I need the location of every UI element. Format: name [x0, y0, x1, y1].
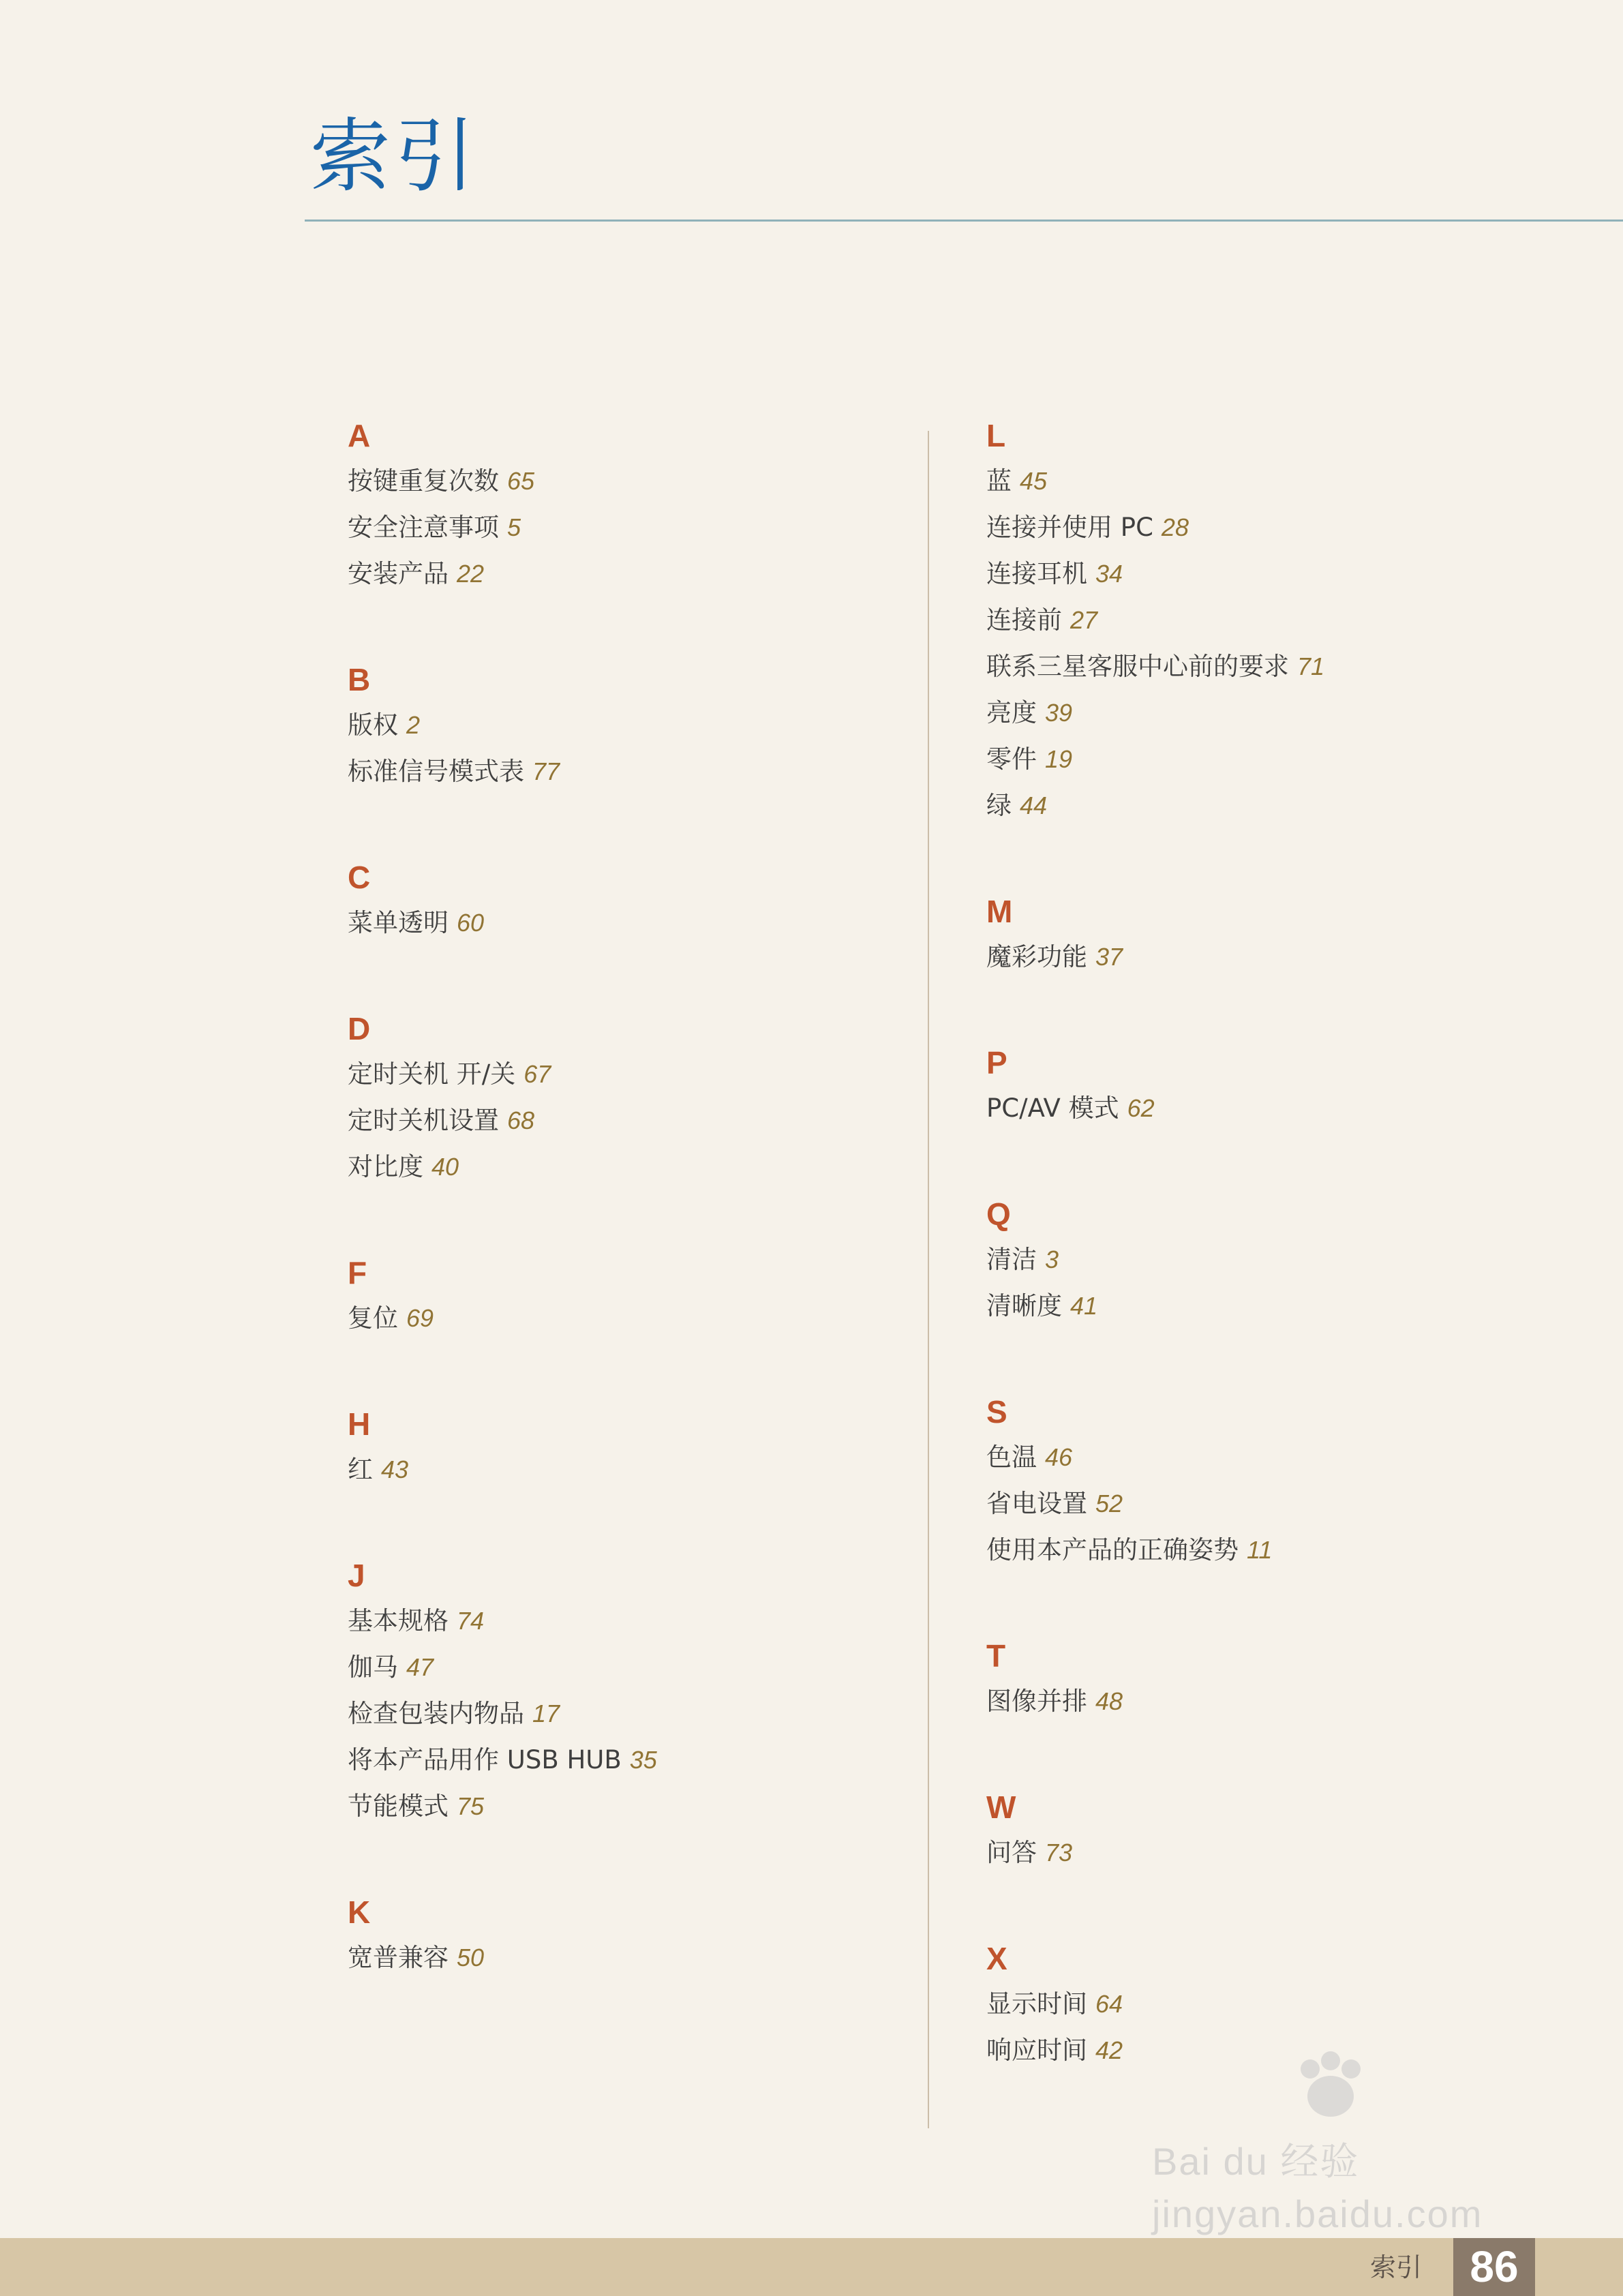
index-page-ref[interactable]: 73 — [1045, 1839, 1073, 1867]
index-term: 色温 — [986, 1442, 1037, 1472]
index-page-ref[interactable]: 27 — [1070, 606, 1098, 634]
index-page-ref[interactable]: 37 — [1095, 943, 1123, 971]
index-entry[interactable] — [986, 458, 1324, 504]
index-entry[interactable] — [986, 1830, 1324, 1876]
watermark-text-2: jingyan.baidu.com — [1152, 2192, 1483, 2235]
index-page-ref[interactable]: 60 — [457, 909, 485, 937]
index-entry[interactable] — [348, 1598, 657, 1644]
index-term: 宽普兼容 — [348, 1943, 449, 1972]
index-group — [986, 416, 1324, 829]
index-page-ref[interactable]: 45 — [1020, 467, 1048, 495]
index-page-ref[interactable]: 62 — [1127, 1094, 1155, 1122]
index-page-ref[interactable]: 28 — [1161, 513, 1189, 541]
index-group — [348, 1404, 657, 1493]
index-letter-heading: L — [986, 418, 1006, 453]
index-entry[interactable] — [348, 1295, 657, 1342]
index-term: 使用本产品的正确姿势 — [986, 1535, 1239, 1565]
index-term: 将本产品用作 USB HUB — [348, 1745, 622, 1774]
index-column-right — [986, 416, 1324, 2074]
index-page-ref[interactable]: 44 — [1020, 791, 1048, 819]
index-entry[interactable] — [348, 749, 657, 795]
index-entry[interactable] — [348, 1144, 657, 1190]
index-group — [348, 1253, 657, 1342]
index-page-ref[interactable]: 3 — [1045, 1245, 1059, 1273]
index-term: 节能模式 — [348, 1792, 449, 1821]
index-letter-heading: M — [986, 894, 1013, 929]
index-page-ref[interactable]: 39 — [1045, 699, 1073, 727]
index-entry[interactable] — [348, 458, 657, 504]
index-entry[interactable] — [348, 702, 657, 749]
index-term: 清洁 — [986, 1245, 1037, 1274]
index-page-ref[interactable]: 43 — [381, 1455, 409, 1483]
index-term: 图像并排 — [986, 1687, 1087, 1716]
index-entry[interactable] — [348, 1737, 657, 1783]
index-entry[interactable] — [986, 551, 1324, 597]
index-page-ref[interactable]: 68 — [507, 1106, 535, 1134]
index-page-ref[interactable]: 19 — [1045, 745, 1073, 773]
index-term: 安全注意事项 — [348, 513, 499, 542]
index-term: 清晰度 — [986, 1291, 1062, 1320]
index-entry[interactable] — [986, 644, 1324, 690]
index-group — [986, 1636, 1324, 1725]
index-term: 联系三星客服中心前的要求 — [986, 652, 1289, 681]
index-page-ref[interactable]: 64 — [1095, 1990, 1123, 2018]
baidu-watermark — [1152, 2049, 1534, 2236]
index-entry[interactable] — [986, 1085, 1324, 1132]
index-letter-heading: K — [348, 1894, 371, 1930]
index-entry[interactable] — [348, 1098, 657, 1144]
index-entry[interactable] — [986, 1434, 1324, 1481]
index-page-ref[interactable]: 2 — [406, 711, 421, 739]
index-entry[interactable] — [348, 1644, 657, 1691]
index-group — [348, 660, 657, 795]
column-divider — [928, 431, 929, 2128]
index-term: 蓝 — [986, 466, 1012, 496]
baidu-logo-icon — [1152, 2049, 1534, 2124]
index-term: 定时关机设置 — [348, 1106, 499, 1135]
index-entry[interactable] — [348, 1783, 657, 1830]
index-page-ref[interactable]: 46 — [1045, 1443, 1073, 1471]
index-term: 响应时间 — [986, 2036, 1087, 2065]
index-entry[interactable] — [348, 1447, 657, 1493]
index-group — [348, 1892, 657, 1981]
index-letter-heading: X — [986, 1941, 1007, 1976]
index-entry[interactable] — [986, 1678, 1324, 1725]
title-rule — [305, 220, 1623, 222]
index-term: 基本规格 — [348, 1606, 449, 1635]
index-term: 复位 — [348, 1303, 398, 1333]
index-entry[interactable] — [986, 597, 1324, 644]
index-letter-heading: C — [348, 860, 371, 895]
index-group — [348, 416, 657, 597]
index-entry[interactable] — [348, 1051, 657, 1098]
index-entry[interactable] — [348, 504, 657, 551]
index-group — [348, 1556, 657, 1830]
index-letter-heading: F — [348, 1255, 367, 1290]
index-letter-heading: A — [348, 418, 371, 453]
footer-section-label: 索引 — [1370, 2252, 1423, 2282]
index-term: 伽马 — [348, 1652, 398, 1682]
index-term: 检查包装内物品 — [348, 1699, 524, 1728]
index-term: 问答 — [986, 1838, 1037, 1867]
index-group — [986, 1194, 1324, 1329]
index-group — [348, 1009, 657, 1190]
index-group — [348, 858, 657, 946]
index-term: 连接耳机 — [986, 559, 1087, 588]
index-entry[interactable] — [986, 1283, 1324, 1329]
index-page-ref[interactable]: 41 — [1070, 1292, 1098, 1320]
index-term: 魔彩功能 — [986, 942, 1087, 971]
index-term: 版权 — [348, 710, 398, 740]
index-page-ref[interactable]: 11 — [1247, 1536, 1273, 1564]
index-entry[interactable] — [348, 900, 657, 946]
index-page-ref[interactable]: 35 — [629, 1746, 657, 1774]
watermark-text-1: Bai du 经验 — [1152, 2140, 1360, 2183]
page-title: 索引 — [310, 109, 480, 203]
index-term: 省电设置 — [986, 1489, 1087, 1518]
index-term: 亮度 — [986, 698, 1037, 727]
index-entry[interactable] — [986, 1527, 1324, 1573]
index-term: 显示时间 — [986, 1989, 1087, 2019]
index-group — [986, 1043, 1324, 1132]
index-page-ref[interactable]: 5 — [507, 513, 521, 541]
index-term: 安装产品 — [348, 559, 449, 588]
index-letter-heading: T — [986, 1638, 1006, 1674]
index-page-ref[interactable]: 67 — [524, 1060, 551, 1088]
index-term: 绿 — [986, 791, 1012, 820]
index-entry[interactable] — [986, 1481, 1324, 1527]
index-group — [986, 892, 1324, 980]
index-page-ref[interactable]: 22 — [457, 560, 485, 588]
index-term: 对比度 — [348, 1152, 423, 1181]
index-letter-heading: P — [986, 1045, 1007, 1081]
index-page-ref[interactable]: 65 — [507, 467, 535, 495]
index-group — [986, 1392, 1324, 1573]
index-letter-heading: Q — [986, 1196, 1011, 1232]
index-page-ref[interactable]: 47 — [406, 1653, 434, 1681]
index-term: 零件 — [986, 744, 1037, 774]
index-entry[interactable] — [348, 551, 657, 597]
index-letter-heading: H — [348, 1406, 371, 1442]
index-page-ref[interactable]: 74 — [457, 1607, 485, 1635]
index-letter-heading: B — [348, 662, 371, 697]
index-letter-heading: D — [348, 1011, 371, 1046]
index-entry[interactable] — [986, 1981, 1324, 2027]
index-page-ref[interactable]: 17 — [532, 1700, 560, 1727]
index-term: PC/AV 模式 — [986, 1093, 1119, 1123]
index-entry[interactable] — [348, 1691, 657, 1737]
index-letter-heading: J — [348, 1558, 365, 1593]
index-page-ref[interactable]: 71 — [1297, 652, 1325, 680]
index-page-ref[interactable]: 34 — [1095, 560, 1123, 588]
index-entry[interactable] — [348, 1935, 657, 1981]
index-term: 按键重复次数 — [348, 466, 499, 496]
index-letter-heading: W — [986, 1789, 1016, 1825]
index-group — [986, 1787, 1324, 1876]
index-term: 定时关机 开/关 — [348, 1059, 516, 1089]
index-page-ref[interactable]: 75 — [457, 1792, 485, 1820]
index-page-ref[interactable]: 48 — [1095, 1687, 1123, 1715]
index-page-ref[interactable]: 50 — [457, 1944, 485, 1972]
index-page-ref[interactable]: 40 — [431, 1153, 459, 1181]
index-entry[interactable] — [986, 934, 1324, 980]
index-page-ref[interactable]: 69 — [406, 1304, 434, 1332]
index-term: 连接并使用 PC — [986, 513, 1153, 542]
index-entry[interactable] — [986, 736, 1324, 783]
index-page-ref[interactable]: 52 — [1095, 1490, 1123, 1517]
index-entry[interactable] — [986, 783, 1324, 829]
index-term: 连接前 — [986, 605, 1062, 635]
index-page-ref[interactable]: 77 — [532, 757, 560, 785]
index-column-left — [348, 416, 657, 1981]
index-entry[interactable] — [986, 504, 1324, 551]
index-term: 标准信号模式表 — [348, 757, 524, 786]
index-entry[interactable] — [986, 1237, 1324, 1283]
index-term: 红 — [348, 1455, 373, 1484]
footer-page-number: 86 — [1453, 2238, 1535, 2296]
index-term: 菜单透明 — [348, 908, 449, 937]
index-page-ref[interactable]: 42 — [1095, 2036, 1123, 2064]
index-entry[interactable] — [986, 690, 1324, 736]
index-letter-heading: S — [986, 1394, 1007, 1430]
